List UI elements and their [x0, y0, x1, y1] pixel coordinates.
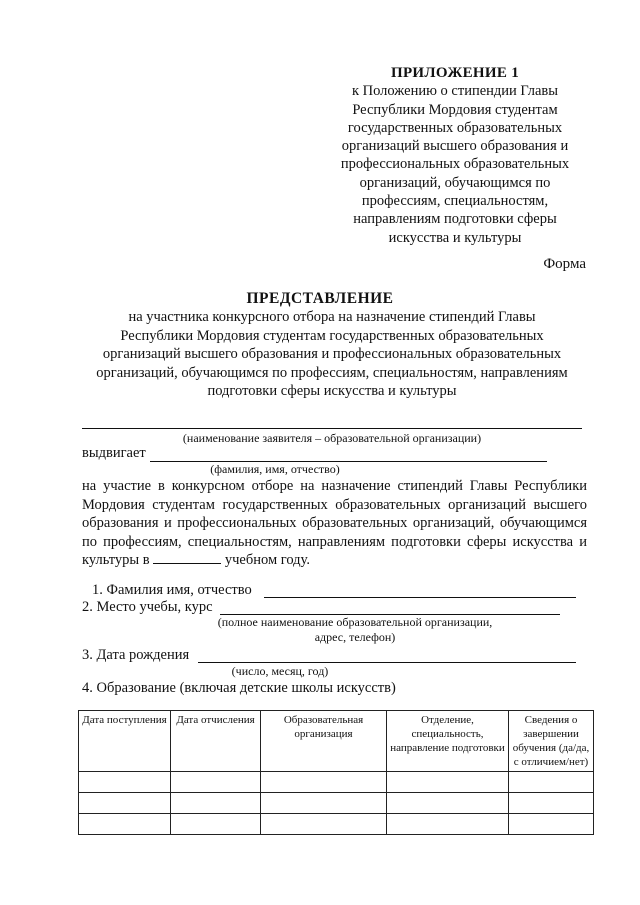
annex-line: направлениям подготовки сферы — [353, 211, 557, 228]
nominates-label: выдвигает — [82, 445, 146, 461]
representation-title: ПРЕДСТАВЛЕНИЕ — [246, 290, 394, 307]
subtitle-line: Республики Мордовия студентам государственных образовательных — [120, 327, 544, 344]
table-cell[interactable] — [261, 772, 387, 793]
paragraph-tail: учебном году. — [224, 552, 310, 569]
field-3-input-line[interactable] — [198, 662, 576, 663]
table-cell[interactable] — [171, 772, 261, 793]
representation-subtitle — [82, 308, 582, 401]
header-specialty: Отделение, специальность, направление подготовки — [387, 711, 509, 772]
field-3-label: 3. Дата рождения — [82, 647, 190, 663]
table-cell[interactable] — [171, 793, 261, 814]
field-2-label: 2. Место учебы, курс — [82, 599, 213, 615]
annex-line: профессиональных образовательных — [340, 156, 570, 173]
subtitle-line: подготовки сферы искусства и культуры — [207, 383, 457, 399]
table-cell[interactable] — [261, 814, 387, 835]
field-1-label: 1. Фамилия имя, отчество — [92, 582, 252, 598]
academic-year-input[interactable] — [153, 551, 221, 564]
field-1-input-line[interactable] — [264, 597, 576, 598]
annex-line: организаций высшего образования и — [341, 138, 569, 155]
annex-title: ПРИЛОЖЕНИЕ 1 — [391, 65, 519, 81]
forma-label: Форма — [543, 256, 586, 272]
annex-line: организаций, обучающимся по — [359, 174, 551, 191]
field-2-caption-2: адрес, телефон) — [314, 630, 396, 644]
subtitle-line: на участника конкурсного отбора на назначение стипендий Главы — [128, 309, 536, 325]
field-3-caption: (число, месяц, год) — [231, 664, 329, 678]
annex-line: к Положению о стипендии Главы — [351, 83, 558, 100]
annex-line: профессиям, специальностям, — [361, 193, 549, 210]
table-cell[interactable] — [509, 793, 594, 814]
table-cell[interactable] — [79, 793, 171, 814]
header-organization: Образовательная организация — [261, 711, 387, 772]
table-cell[interactable] — [509, 814, 594, 835]
table-cell[interactable] — [171, 814, 261, 835]
table-cell[interactable] — [261, 793, 387, 814]
table-cell[interactable] — [387, 772, 509, 793]
table-cell[interactable] — [387, 814, 509, 835]
subtitle-line: организаций высшего образования и профессиональных образовательных — [102, 346, 562, 362]
table-cell[interactable] — [79, 772, 171, 793]
table-cell[interactable] — [387, 793, 509, 814]
main-paragraph — [82, 477, 587, 570]
header-completion: Сведения о завершении обучения (да/да, с отличием/нет) — [509, 711, 594, 772]
annex-line: искусства и культуры — [388, 229, 522, 246]
table-header-row — [79, 711, 594, 772]
paragraph-text: на участие в конкурсном отборе на назначение стипендий Главы Республики Мордовия студентам государственных образовательных организаций высшего образования и профессиональных образовательных организаций, обучающимся по профессиям, специальностям, направлениям подготовки сферы искусства и культуры в — [82, 478, 587, 569]
header-dismissal-date: Дата отчисления — [171, 711, 261, 772]
table-row — [79, 793, 594, 814]
table-cell[interactable] — [509, 772, 594, 793]
fio-caption: (фамилия, имя, отчество) — [210, 462, 340, 476]
field-4-label: 4. Образование (включая детские школы искусств) — [82, 680, 396, 696]
applicant-input-line[interactable] — [82, 428, 582, 429]
education-table — [78, 710, 594, 835]
applicant-caption: (наименование заявителя – образовательной организации) — [182, 431, 482, 445]
subtitle-line: организаций, обучающимся по профессиям, специальностям, направлениям — [96, 364, 568, 381]
field-2-caption-1: (полное наименование образовательной организации, — [217, 615, 493, 629]
annex-line: Республики Мордовия студентам — [352, 101, 558, 118]
table-cell[interactable] — [79, 814, 171, 835]
table-row — [79, 772, 594, 793]
header-admission-date: Дата поступления — [79, 711, 171, 772]
annex-line: государственных образовательных — [347, 119, 563, 136]
annex-block — [320, 64, 590, 247]
table-row — [79, 814, 594, 835]
